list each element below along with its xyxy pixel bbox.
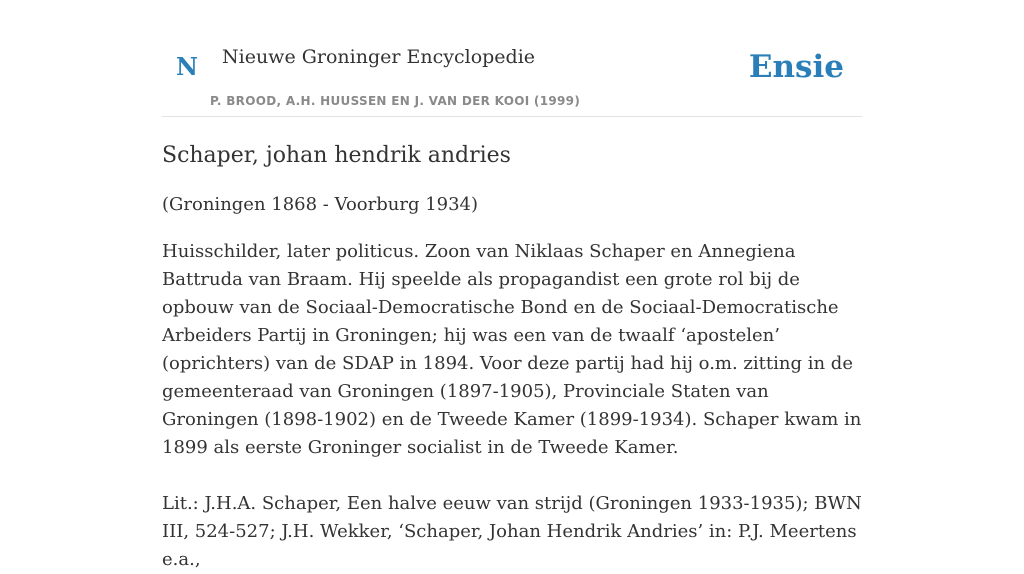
book-authors: P. BROOD, A.H. HUUSSEN EN J. VAN DER KOOI (1999) bbox=[210, 94, 581, 108]
entry-title: Schaper, johan hendrik andries bbox=[162, 143, 511, 168]
ensie-logo-link[interactable]: Ensie bbox=[748, 49, 844, 85]
entry-dates: (Groningen 1868 - Voorburg 1934) bbox=[162, 194, 479, 215]
book-header bbox=[162, 0, 862, 117]
entry-literature: Lit.: J.H.A. Schaper, Een halve eeuw van strijd (Groningen 1933-1935); BWN III, 524-527; J.H. Wekker, ‘Schaper, Johan Hendrik Andries’ in: P.J. Meertens e.a., bbox=[162, 493, 862, 570]
book-title-link[interactable]: Nieuwe Groninger Encyclopedie bbox=[222, 46, 536, 68]
book-letter-icon: N bbox=[176, 52, 198, 81]
entry-body: Huisschilder, later politicus. Zoon van Niklaas Schaper en Annegiena Battruda van Braam. Hij speelde als propagandist een grote rol bij de opbouw van de Sociaal-Democratische Bond en de Sociaal-Democratische Arbeiders Partij in Groningen; hij was een van de twaalf ‘apostelen’ (oprichters) van de SDAP in 1894. Voor deze partij had hij o.m. zitting in de gemeenteraad van Groningen (1897-1905), Provinciale Staten van Groningen (1898-1902) en de Tweede Kamer (1899-1934). Schaper kwam in 1899 als eerste Groninger socialist in de Tweede Kamer. bbox=[162, 241, 862, 458]
article-page bbox=[162, 0, 862, 574]
